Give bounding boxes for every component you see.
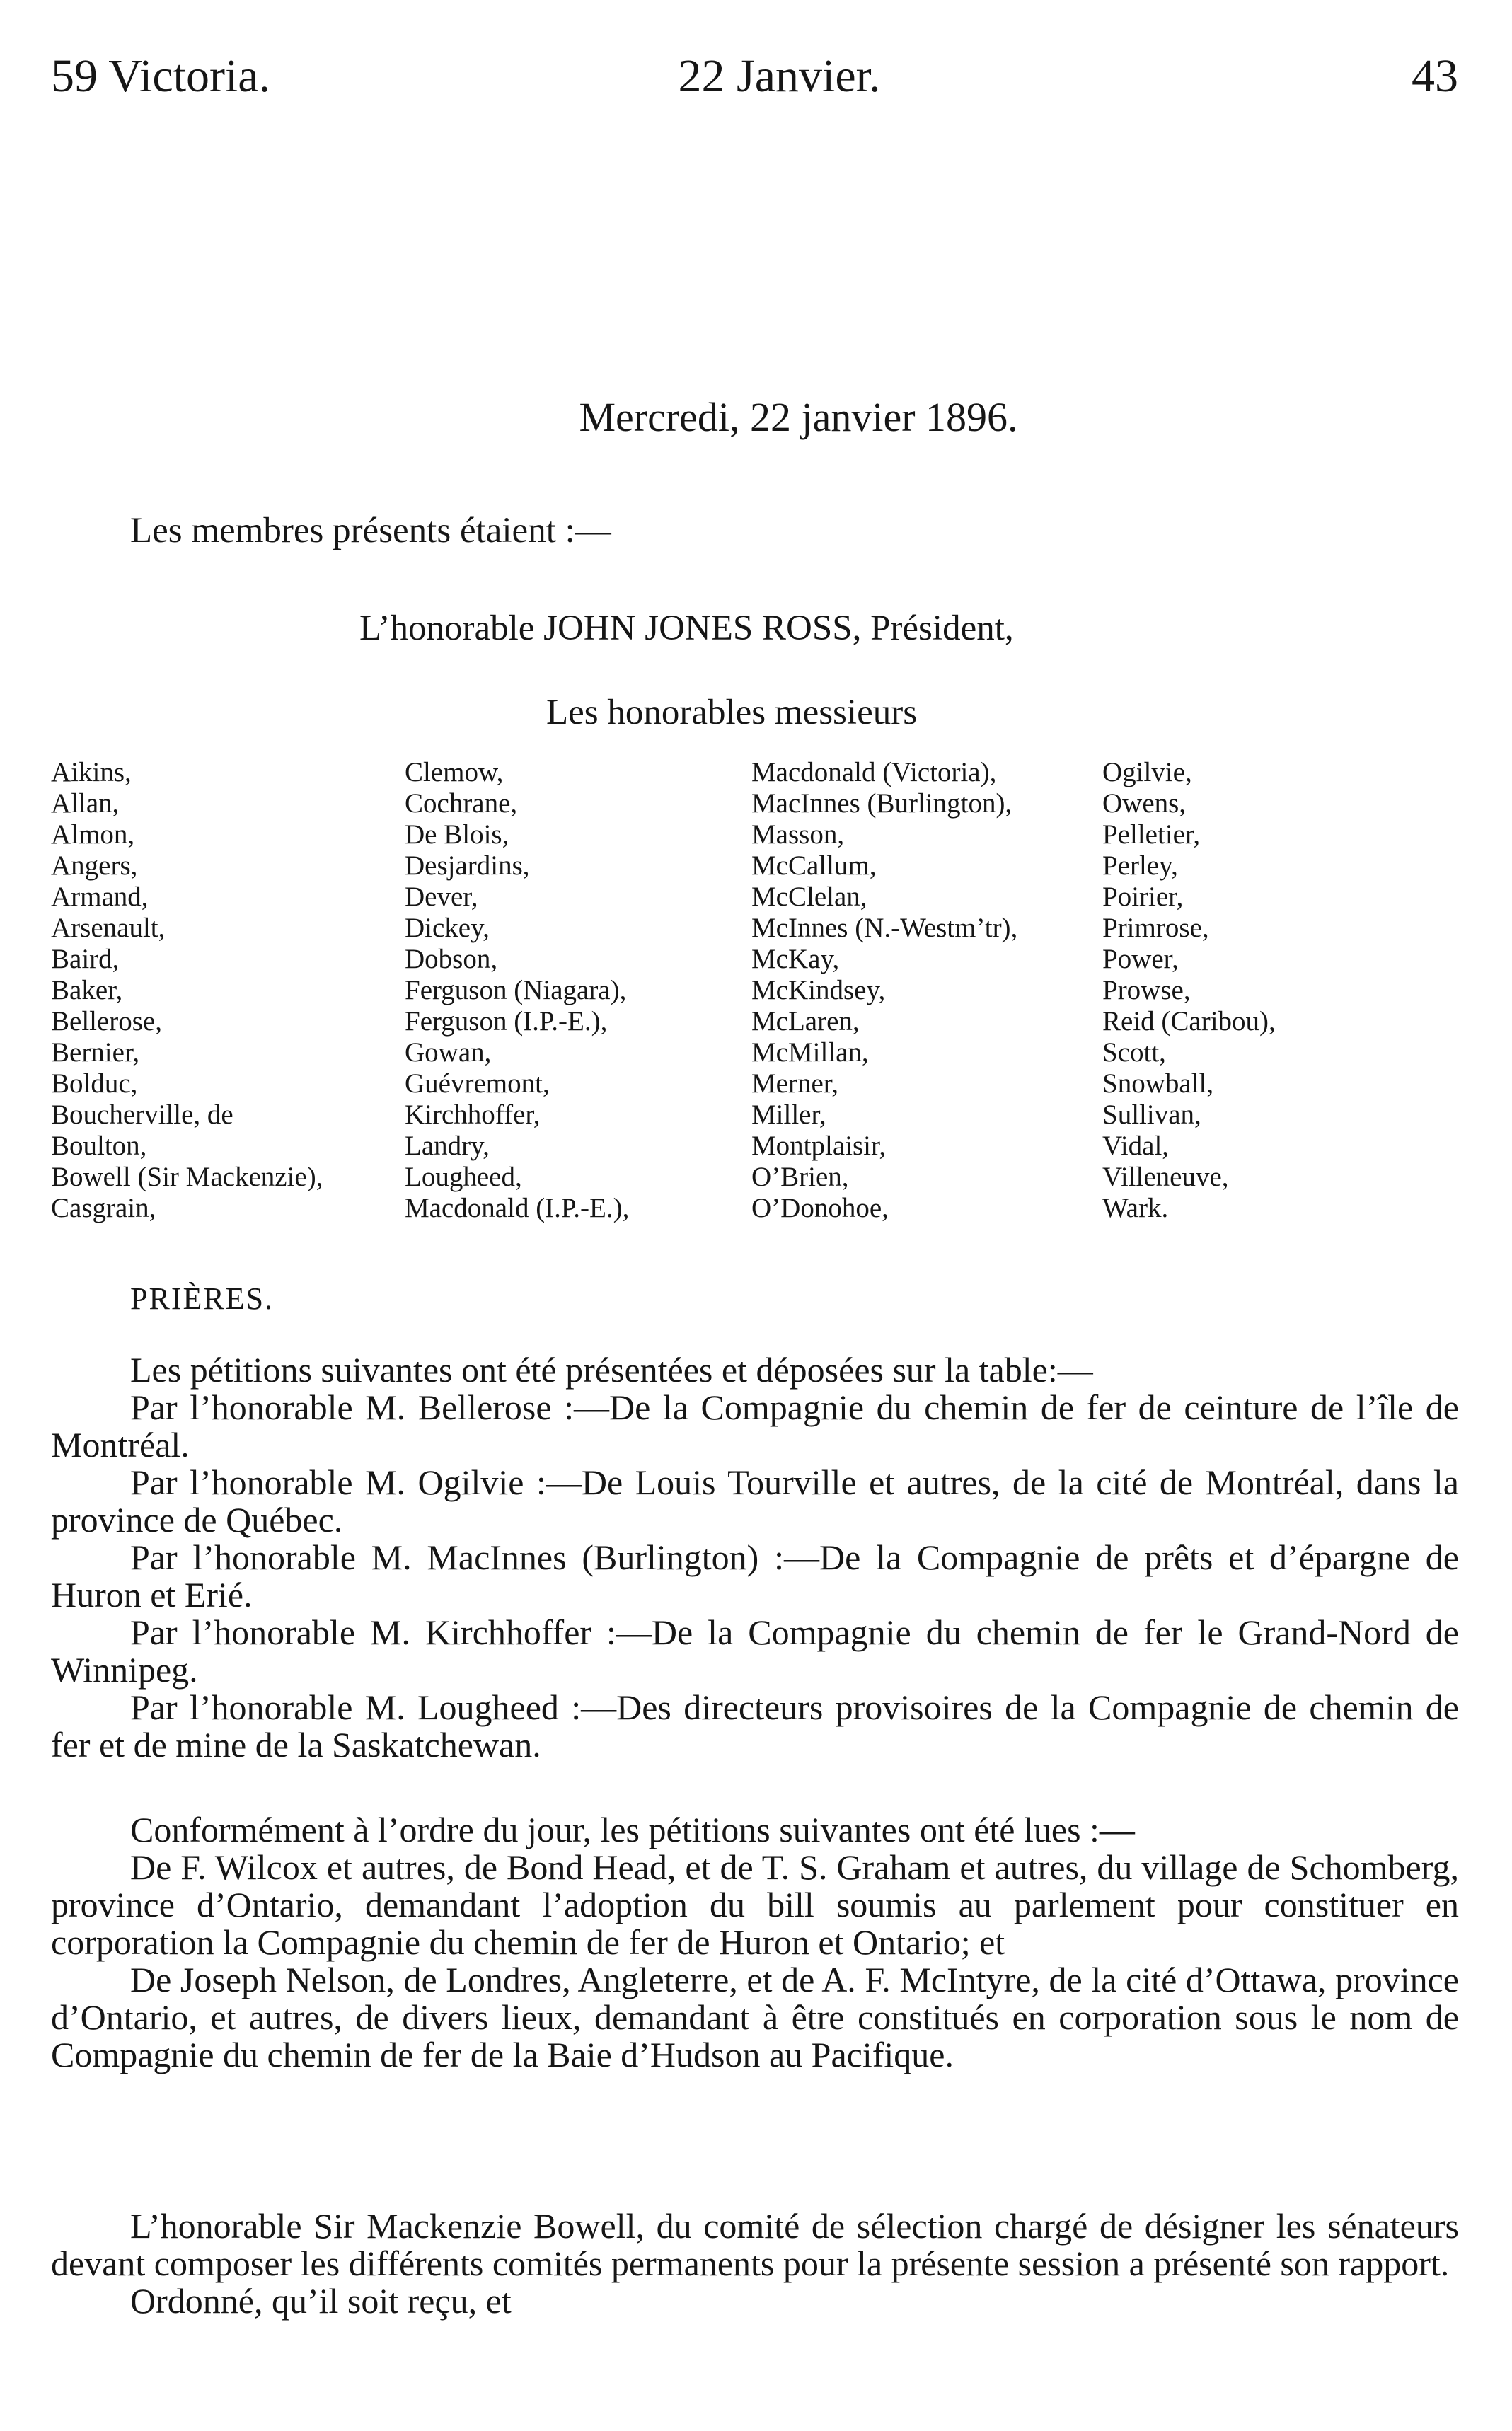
members-intro: Les membres présents étaient :— — [130, 511, 611, 550]
senator-name: Merner, — [751, 1068, 838, 1099]
senator-name: Lougheed, — [405, 1162, 522, 1192]
senators-list — [51, 757, 1466, 1252]
senator-name: Dobson, — [405, 944, 498, 974]
sitting-date: Mercredi, 22 janvier 1896. — [579, 394, 1018, 440]
senator-name: Boulton, — [51, 1131, 147, 1161]
senator-name: Allan, — [51, 788, 120, 819]
senator-name: Miller, — [751, 1099, 826, 1130]
senator-name: McKay, — [751, 944, 840, 974]
senator-name: Almon, — [51, 819, 135, 850]
paragraph: Les pétitions suivantes ont été présentées et déposées sur la table:— — [130, 1350, 1093, 1390]
senator-name: O’Donohoe, — [751, 1193, 889, 1223]
senators-column-1 — [51, 757, 323, 1224]
senator-name: Reid (Caribou), — [1102, 1006, 1276, 1037]
senator-name: Gowan, — [405, 1037, 492, 1068]
senator-name: Power, — [1102, 944, 1179, 974]
senator-name: Villeneuve, — [1102, 1162, 1229, 1192]
senator-name: Macdonald (Victoria), — [751, 757, 997, 787]
paragraph: Par l’honorable M. Lougheed :—Des directeurs provisoires de la Compagnie de chemin de fer et de mine de la Saskatchewan. — [51, 1687, 1459, 1765]
running-head — [51, 48, 1458, 105]
senator-name: McInnes (N.-Westm’tr), — [751, 913, 1018, 943]
paragraph: Conformément à l’ordre du jour, les pétitions suivantes ont été lues :— — [130, 1810, 1135, 1849]
senator-name: Ferguson (Niagara), — [405, 975, 627, 1005]
senator-name: Guévremont, — [405, 1068, 550, 1099]
senator-name: Clemow, — [405, 757, 504, 787]
senator-name: Macdonald (I.P.-E.), — [405, 1193, 630, 1223]
running-date: 22 Janvier. — [678, 50, 881, 102]
senators-column-2 — [405, 757, 629, 1224]
petitions-read — [51, 1811, 1459, 2074]
senator-name: Scott, — [1102, 1037, 1166, 1068]
senator-name: Arsenault, — [51, 913, 166, 943]
senator-name: Baird, — [51, 944, 120, 974]
selection-committee-report — [51, 2207, 1459, 2320]
senator-name: Bellerose, — [51, 1006, 163, 1037]
senator-name: Perley, — [1102, 850, 1178, 881]
president-line: L’honorable JOHN JONES ROSS, Président, — [359, 608, 1014, 648]
senator-name: McCallum, — [751, 850, 877, 881]
senator-name: McLaren, — [751, 1006, 860, 1037]
senator-name: Bolduc, — [51, 1068, 138, 1099]
senator-name: Angers, — [51, 850, 138, 881]
senator-name: Casgrain, — [51, 1193, 156, 1223]
paragraph: Par l’honorable M. Kirchhoffer :—De la Compagnie du chemin de fer le Grand-Nord de Winnipeg. — [51, 1612, 1459, 1690]
page-number: 43 — [1412, 50, 1458, 102]
senators-column-3 — [751, 757, 1017, 1224]
senator-name: Bowell (Sir Mackenzie), — [51, 1162, 323, 1192]
senator-name: McMillan, — [751, 1037, 869, 1068]
paragraph: Par l’honorable M. MacInnes (Burlington) :—De la Compagnie de prêts et d’épargne de Huron et Erié. — [51, 1537, 1459, 1615]
paragraph: Par l’honorable M. Bellerose :—De la Compagnie du chemin de fer de ceinture de l’île de Montréal. — [51, 1387, 1459, 1465]
senator-name: Wark. — [1102, 1193, 1169, 1223]
senator-name: Montplaisir, — [751, 1131, 887, 1161]
senator-name: Bernier, — [51, 1037, 140, 1068]
senator-name: MacInnes (Burlington), — [751, 788, 1012, 819]
senator-name: Dever, — [405, 882, 478, 912]
senator-name: Landry, — [405, 1131, 490, 1161]
senator-name: Snowball, — [1102, 1068, 1214, 1099]
senator-name: Cochrane, — [405, 788, 518, 819]
senator-name: Kirchhoffer, — [405, 1099, 541, 1130]
senator-name: De Blois, — [405, 819, 509, 850]
senator-name: Boucherville, de — [51, 1099, 233, 1130]
senator-name: Armand, — [51, 882, 149, 912]
senator-name: Poirier, — [1102, 882, 1184, 912]
senator-name: Desjardins, — [405, 850, 530, 881]
paragraph: Par l’honorable M. Ogilvie :—De Louis Tourville et autres, de la cité de Montréal, dans la province de Québec. — [51, 1462, 1459, 1540]
senator-name: Aikins, — [51, 757, 132, 787]
regnal-year: 59 Victoria. — [51, 50, 271, 102]
senator-name: Vidal, — [1102, 1131, 1170, 1161]
senator-name: Ferguson (I.P.-E.), — [405, 1006, 608, 1037]
senator-name: Sullivan, — [1102, 1099, 1201, 1130]
section-heading-prayers: PRIÈRES. — [130, 1281, 275, 1316]
paragraph: De F. Wilcox et autres, de Bond Head, et de T. S. Graham et autres, du village de Schomberg, province d’Ontario, demandant l’adoption du bill soumis au parlement pour constituer en corporation la Compagnie du chemin de fer de Huron et Ontario; et — [51, 1847, 1459, 1962]
senators-column-4 — [1102, 757, 1276, 1224]
senator-name: McClelan, — [751, 882, 867, 912]
senator-name: Baker, — [51, 975, 123, 1005]
senator-name: Prowse, — [1102, 975, 1191, 1005]
paragraph: Ordonné, qu’il soit reçu, et — [130, 2281, 512, 2321]
senator-name: Dickey, — [405, 913, 490, 943]
senator-name: Owens, — [1102, 788, 1187, 819]
paragraph: L’honorable Sir Mackenzie Bowell, du comité de sélection chargé de désigner les sénateurs devant composer les différents comités permanents pour la présente session a présenté son rapport. — [51, 2206, 1459, 2283]
petitions-presented — [51, 1351, 1459, 1764]
senator-name: McKindsey, — [751, 975, 886, 1005]
senator-name: Pelletier, — [1102, 819, 1201, 850]
senator-name: Masson, — [751, 819, 845, 850]
senator-name: O’Brien, — [751, 1162, 849, 1192]
paragraph: De Joseph Nelson, de Londres, Angleterre, et de A. F. McIntyre, de la cité d’Ottawa, province d’Ontario, et autres, de divers lieux, demandant à être constitués en corporation sous le nom de Compagnie du chemin de fer de la Baie d’Hudson au Pacifique. — [51, 1960, 1459, 2074]
senator-name: Primrose, — [1102, 913, 1209, 943]
senator-name: Ogilvie, — [1102, 757, 1192, 787]
messieurs-line: Les honorables messieurs — [546, 693, 918, 732]
